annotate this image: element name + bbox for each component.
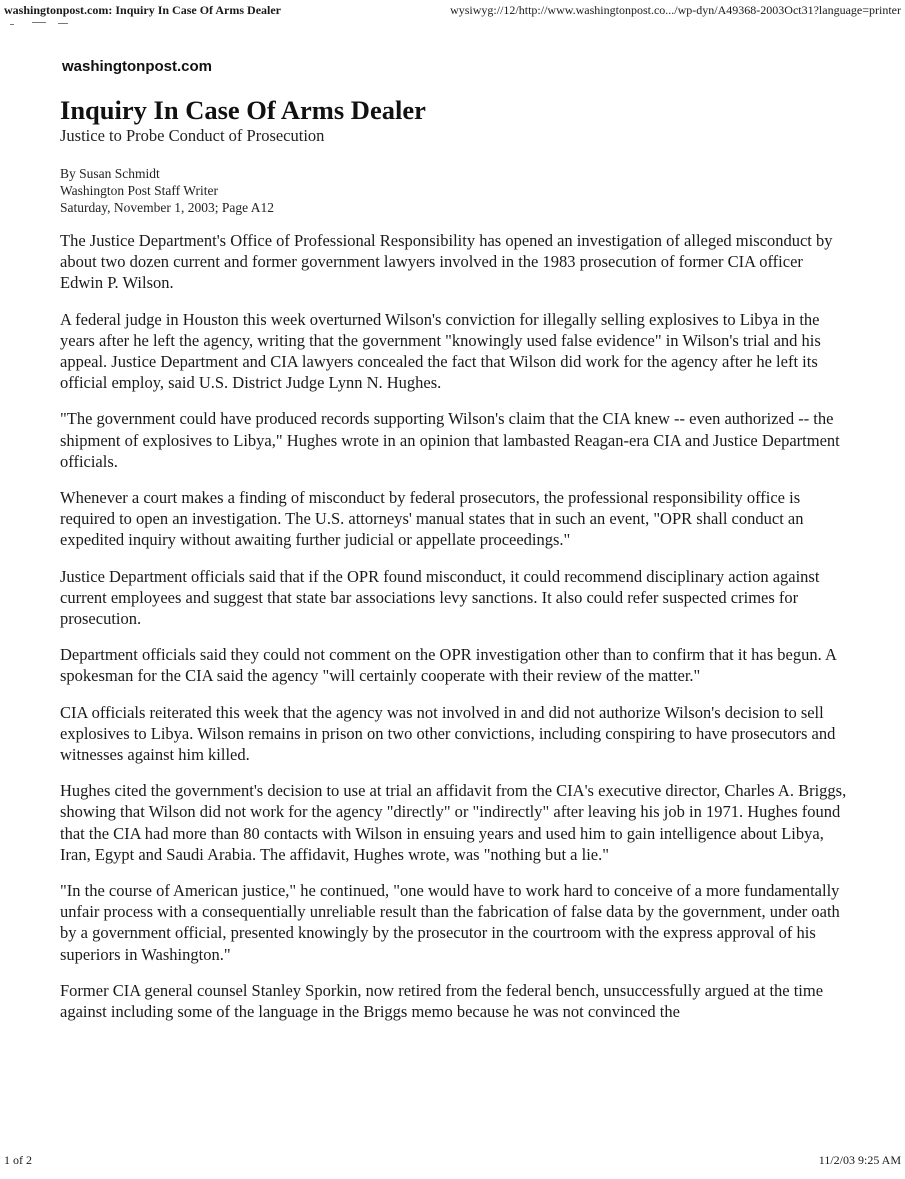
page-number: 1 of 2 — [4, 1153, 32, 1167]
paragraph: "In the course of American justice," he continued, "one would have to work hard to conceive of a more fundamentally unfair process with a consequentially unreliable result than the fabrication of false data by the government, under oath by a government official, presented knowingly by the prosecutor in the courtroom with the express approval of his superiors in Washington." — [60, 881, 840, 964]
print-header — [0, 3, 905, 23]
paragraph: Department officials said they could not comment on the OPR investigation other than to confirm that it has begun. A spokesman for the CIA said the agency "will certainly cooperate with their review of the matter." — [60, 645, 836, 686]
headline: Inquiry In Case Of Arms Dealer — [60, 95, 426, 125]
scan-marks — [10, 20, 80, 28]
dateline: Saturday, November 1, 2003; Page A12 — [60, 200, 274, 215]
paragraph: Former CIA general counsel Stanley Sporkin, now retired from the federal bench, unsuccessfully argued at the time against including some of the language in the Briggs memo because he was not convinced the — [60, 980, 824, 1022]
print-header-url: wysiwyg://12/http://www.washingtonpost.co.../wp-dyn/A49368-2003Oct31?language=printer — [450, 3, 901, 17]
paragraph: A federal judge in Houston this week overturned Wilson's conviction for illegally selling explosives to Libya in the years after he left the agency, writing that the government "knowingly used false evidence" in Wilson's trial and his appeal. Justice Department and CIA lawyers concealed the fact that Wilson did work for the agency after he left its official employ, said U.S. District Judge Lynn N. Hughes. — [60, 309, 821, 393]
paragraph: The Justice Department's Office of Professional Responsibility has opened an investigation of alleged misconduct by about two dozen current and former government lawyers involved in the 1983 prosecution of former CIA officer Edwin P. Wilson. — [60, 231, 833, 293]
byline: By Susan Schmidt — [60, 166, 160, 181]
byline-block — [60, 165, 850, 216]
author-title: Washington Post Staff Writer — [60, 183, 218, 198]
paragraph: Whenever a court makes a finding of misconduct by federal prosecutors, the professional responsibility office is required to open an investigation. The U.S. attorneys' manual states that in such an event, "OPR shall conduct an expedited inquiry without awaiting further judicial or appellate proceedings." — [60, 488, 804, 550]
print-timestamp: 11/2/03 9:25 AM — [818, 1153, 901, 1167]
site-logo[interactable]: washingtonpost.com — [62, 58, 212, 75]
article — [60, 94, 850, 1037]
subheadline: Justice to Probe Conduct of Prosecution — [60, 126, 325, 145]
paragraph: "The government could have produced records supporting Wilson's claim that the CIA knew -- even authorized -- the shipment of explosives to Libya," Hughes wrote in an opinion that lambasted Reagan-era CIA and Justice Department officials. — [60, 409, 840, 471]
paragraph: Justice Department officials said that if the OPR found misconduct, it could recommend disciplinary action against current employees and suggest that state bar associations levy sanctions. It also could refer suspected crimes for prosecution. — [60, 566, 820, 629]
paragraph: CIA officials reiterated this week that the agency was not involved in and did not authorize Wilson's decision to sell explosives to Libya. Wilson remains in prison on two other convictions, including conspiring to have prosecutors and witnesses against him killed. — [60, 702, 836, 765]
article-body — [60, 230, 850, 1022]
print-footer — [0, 1153, 905, 1173]
print-header-title: washingtonpost.com: Inquiry In Case Of Arms Dealer — [4, 3, 282, 17]
paragraph: Hughes cited the government's decision to use at trial an affidavit from the CIA's executive director, Charles A. Briggs, showing that Wilson did not work for the agency "directly" or "indirectly" after leaving his job in 1971. Hughes found that the CIA had more than 80 contacts with Wilson in ensuing years and used him to gain intelligence about Libya, Iran, Egypt and Saudi Arabia. The affidavit, Hughes wrote, was "nothing but a lie." — [60, 781, 847, 864]
